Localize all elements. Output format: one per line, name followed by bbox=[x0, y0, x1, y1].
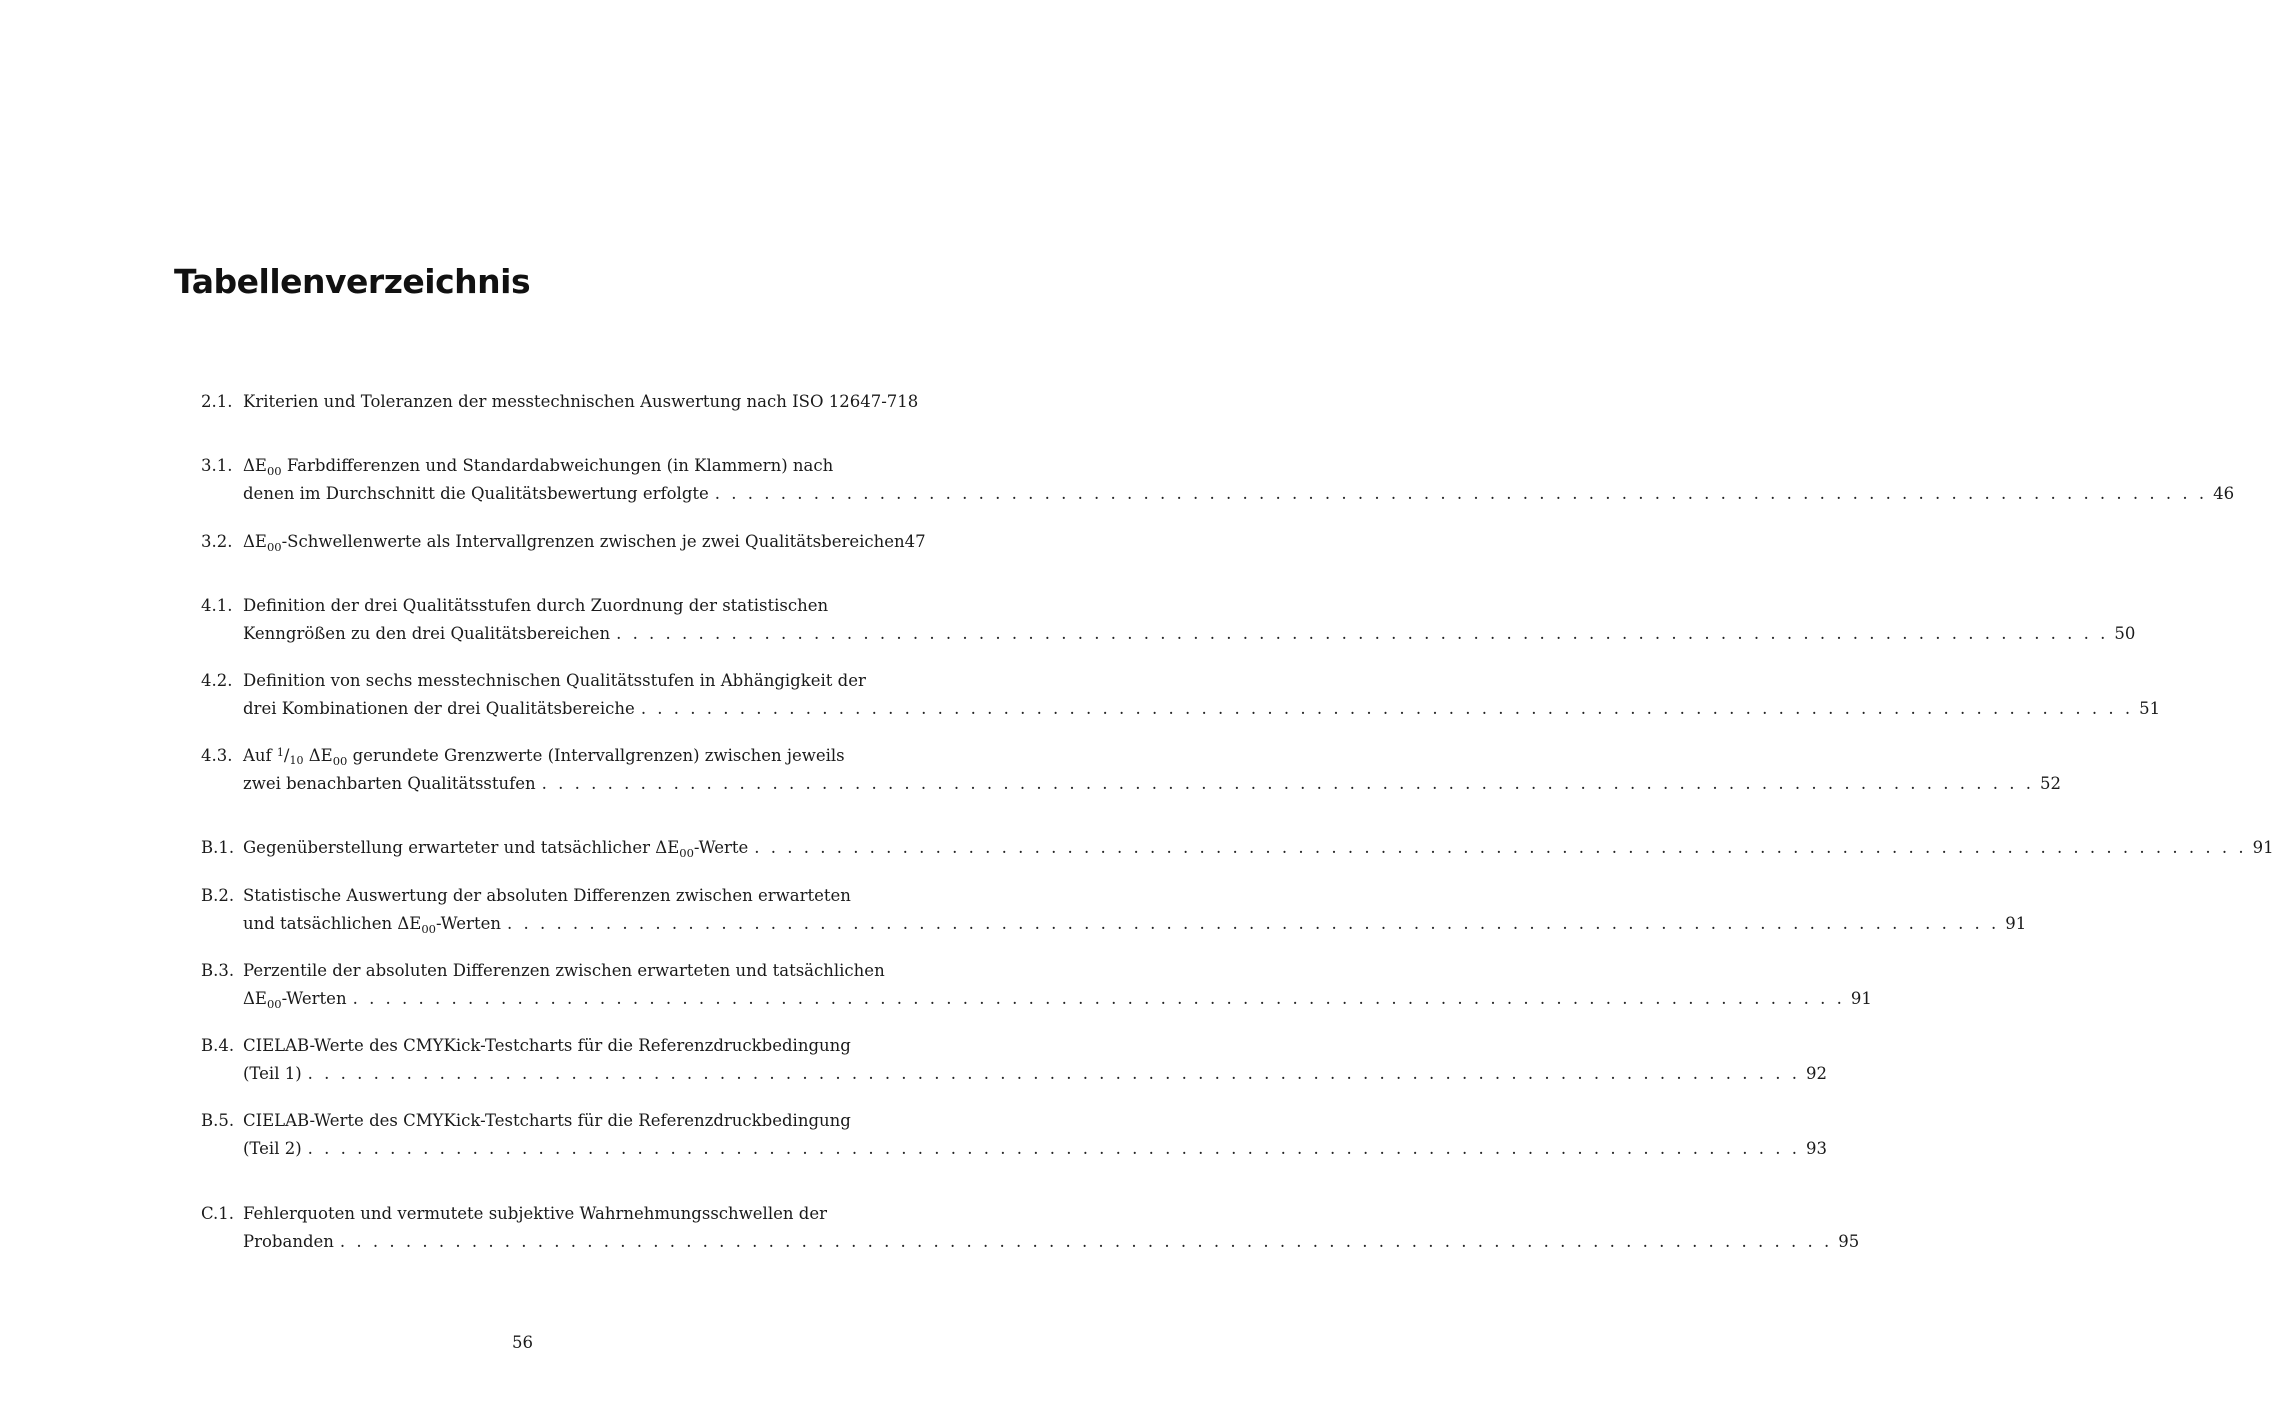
page-number: 56 bbox=[512, 1333, 533, 1352]
entry-title-line1: Auf $^1$/10 $\Delta E_{00}$ gerundete Grenzwerte (Intervallgrenzen) zwischen jeweils bbox=[243, 746, 845, 768]
dot-leader bbox=[501, 910, 2005, 938]
dot-leader bbox=[334, 1228, 1838, 1256]
entry-number: 2.1. bbox=[201, 392, 233, 411]
entry-number: B.5. bbox=[201, 1111, 235, 1130]
entry-title-line1: Statistische Auswertung der absoluten Differenzen zwischen erwarteten bbox=[243, 886, 851, 905]
dot-leader bbox=[635, 695, 2139, 723]
entry-page: 46 bbox=[2213, 484, 2235, 503]
entry-title-line1: Definition der drei Qualitätsstufen durch Zuordnung der statistischen bbox=[243, 596, 829, 615]
page-title: Tabellenverzeichnis bbox=[174, 262, 531, 301]
entry-page: 91 bbox=[2252, 838, 2274, 857]
entry-title-line2: (Teil 1) bbox=[243, 1064, 302, 1083]
entry-title-line1: CIELAB-Werte des CMYKick-Testcharts für die Referenzdruckbedingung bbox=[243, 1036, 851, 1055]
entry-page: 51 bbox=[2139, 699, 2161, 718]
entry-number: 4.3. bbox=[201, 746, 233, 765]
entry-number: B.2. bbox=[201, 886, 235, 905]
entry-page: 91 bbox=[2005, 914, 2027, 933]
entry-title-line1: $\Delta E_{00}$ Farbdifferenzen und Standardabweichungen (in Klammern) nach bbox=[243, 456, 834, 478]
entry-title-line1: Definition von sechs messtechnischen Qualitätsstufen in Abhängigkeit der bbox=[243, 671, 866, 690]
entry-page: 92 bbox=[1806, 1064, 1827, 1083]
entry-title-line1: Perzentile der absoluten Differenzen zwischen erwarteten und tatsächlichen bbox=[243, 961, 885, 980]
entry-title: Gegenüberstellung erwarteter und tatsächlicher $\Delta E_{00}$-Werte bbox=[243, 838, 749, 860]
entry-title-line2: drei Kombinationen der drei Qualitätsbereiche bbox=[243, 699, 635, 718]
dot-leader bbox=[302, 1135, 1806, 1163]
entry-number: B.1. bbox=[201, 838, 235, 857]
dot-leader bbox=[709, 480, 2213, 508]
entry-page: 95 bbox=[1838, 1232, 1860, 1251]
dot-leader bbox=[748, 834, 2252, 862]
entry-number: 4.1. bbox=[201, 596, 233, 615]
entry-page: 93 bbox=[1806, 1139, 1827, 1158]
entry-title-line2: Kenngrößen zu den drei Qualitätsbereichen bbox=[243, 624, 611, 643]
dot-leader bbox=[536, 770, 2040, 798]
entry-title-line2: Probanden bbox=[243, 1232, 334, 1251]
dot-leader bbox=[610, 620, 2114, 648]
entry-page: 91 bbox=[1850, 989, 1872, 1008]
entry-number: C.1. bbox=[201, 1204, 235, 1223]
entry-title-line2: denen im Durchschnitt die Qualitätsbewertung erfolgte bbox=[243, 484, 709, 503]
entry-title: Kriterien und Toleranzen der messtechnischen Auswertung nach ISO 12647-7 bbox=[243, 392, 898, 411]
entry-page: 18 bbox=[897, 392, 919, 411]
entry-title-line2: $\Delta E_{00}$-Werten bbox=[243, 989, 347, 1011]
entry-number: B.4. bbox=[201, 1036, 235, 1055]
entry-title-line2: zwei benachbarten Qualitätsstufen bbox=[243, 774, 536, 793]
entry-title: $\Delta E_{00}$-Schwellenwerte als Intervallgrenzen zwischen je zwei Qualitätsbereichen bbox=[243, 532, 905, 554]
entry-title-line1: Fehlerquoten und vermutete subjektive Wahrnehmungsschwellen der bbox=[243, 1204, 827, 1223]
dot-leader bbox=[302, 1060, 1806, 1088]
entry-page: 47 bbox=[904, 532, 926, 551]
entry-number: B.3. bbox=[201, 961, 235, 980]
entry-number: 3.2. bbox=[201, 532, 233, 551]
entry-number: 3.1. bbox=[201, 456, 233, 475]
entry-page: 50 bbox=[2114, 624, 2136, 643]
entry-title-line2: (Teil 2) bbox=[243, 1139, 302, 1158]
entry-title-line1: CIELAB-Werte des CMYKick-Testcharts für die Referenzdruckbedingung bbox=[243, 1111, 851, 1130]
entry-title-line2: und tatsächlichen $\Delta E_{00}$-Werten bbox=[243, 914, 501, 936]
entry-page: 52 bbox=[2039, 774, 2061, 793]
dot-leader bbox=[347, 985, 1851, 1013]
entry-number: 4.2. bbox=[201, 671, 233, 690]
